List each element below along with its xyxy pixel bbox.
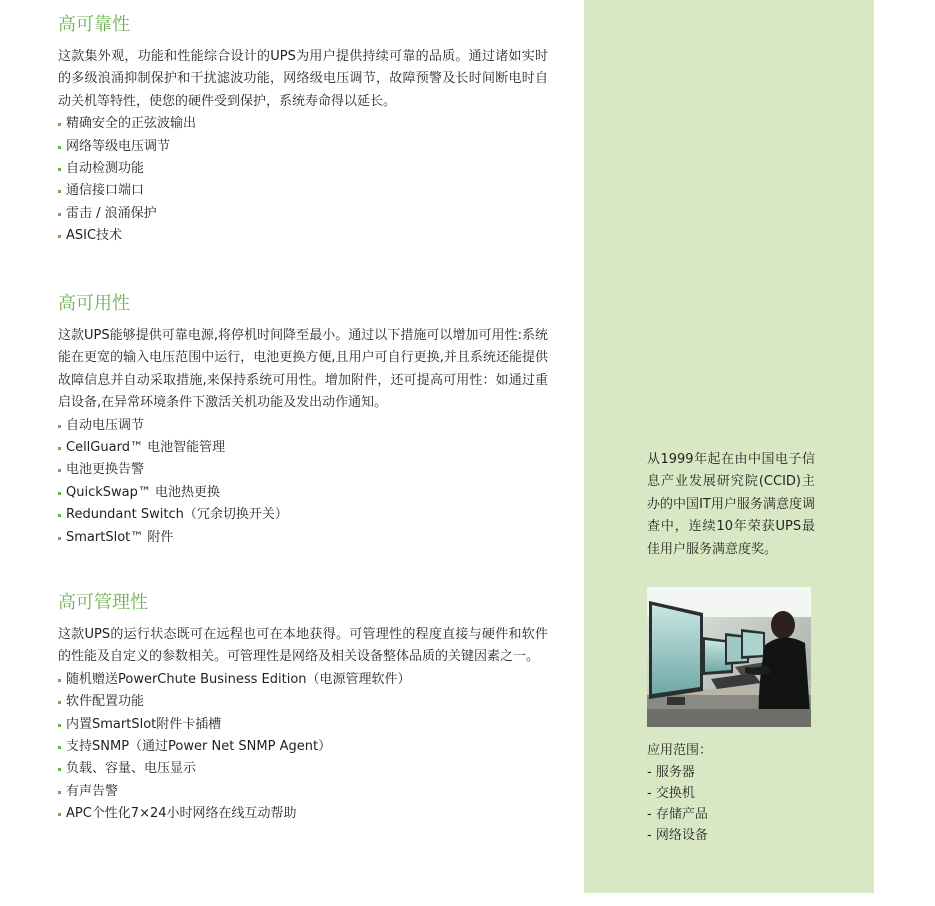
list-item: 网络等级电压调节	[58, 136, 548, 158]
list-item: 有声告警	[58, 781, 548, 803]
list-item: APC个性化7×24小时网络在线互动帮助	[58, 803, 548, 825]
sidebar-panel	[584, 0, 874, 893]
bullet-icon	[58, 813, 61, 816]
bullet-icon	[58, 213, 61, 216]
list-item: 内置SmartSlot附件卡插槽	[58, 714, 548, 736]
bullet-icon	[58, 235, 61, 238]
bullet-icon	[58, 492, 61, 495]
bullet-icon	[58, 123, 61, 126]
applications-list	[647, 762, 847, 846]
list-item: Redundant Switch（冗余切换开关）	[58, 504, 548, 526]
list-item: 支持SNMP（通过Power Net SNMP Agent）	[58, 736, 548, 758]
list-item: QuickSwap™ 电池热更换	[58, 482, 548, 504]
list-item: - 存储产品	[647, 806, 708, 822]
section-paragraph-manageability: 这款UPS的运行状态既可在远程也可在本地获得。可管理性的程度直接与硬件和软件的性能及自定义的参数相关。可管理性是网络及相关设备整体品质的关键因素之一。	[58, 627, 548, 665]
list-item: 负载、容量、电压显示	[58, 758, 548, 780]
section-title-availability: 高可用性	[58, 293, 130, 314]
bullet-list-availability	[58, 415, 548, 549]
section-title-reliability: 高可靠性	[58, 14, 130, 35]
bullet-icon	[58, 768, 61, 771]
list-item: 通信接口端口	[58, 180, 548, 202]
person-at-computers-photo	[647, 587, 811, 727]
section-reliability	[58, 12, 548, 248]
list-item: - 交换机	[647, 785, 695, 801]
section-title-manageability: 高可管理性	[58, 592, 148, 613]
list-item: 自动电压调节	[58, 415, 548, 437]
list-item: 软件配置功能	[58, 691, 548, 713]
bullet-icon	[58, 679, 61, 682]
bullet-icon	[58, 724, 61, 727]
section-paragraph-reliability: 这款集外观，功能和性能综合设计的UPS为用户提供持续可靠的品质。通过诸如实时的多级浪涌抑制保护和干扰滤波功能，网络级电压调节，故障预警及长时间断电时自动关机等特性，使您的硬件受到保护，系统寿命得以延长。	[58, 49, 548, 109]
section-availability	[58, 291, 548, 549]
bullet-icon	[58, 447, 61, 450]
list-item: ASIC技术	[58, 225, 548, 247]
bullet-icon	[58, 469, 61, 472]
bullet-icon	[58, 425, 61, 428]
list-item: 电池更换告警	[58, 459, 548, 481]
bullet-icon	[58, 746, 61, 749]
list-item: 雷击 / 浪涌保护	[58, 203, 548, 225]
list-item: - 服务器	[647, 764, 695, 780]
bullet-icon	[58, 701, 61, 704]
bullet-list-manageability	[58, 669, 548, 826]
list-item: 精确安全的正弦波输出	[58, 113, 548, 135]
bullet-icon	[58, 190, 61, 193]
list-item: - 网络设备	[647, 827, 708, 843]
section-paragraph-availability: 这款UPS能够提供可靠电源,将停机时间降至最小。通过以下措施可以增加可用性:系统能在更宽的输入电压范围中运行，电池更换方便,且用户可自行更换,并且系统还能提供故障信息并自动采取措施,来保持系统可用性。增加附件，还可提高可用性：如通过重启设备,在异常环境条件下激活关机功能及发出动作通知。	[58, 328, 548, 411]
bullet-list-reliability	[58, 113, 548, 247]
list-item: 随机赠送PowerChute Business Edition（电源管理软件）	[58, 669, 548, 691]
applications-title: 应用范围：	[647, 743, 713, 758]
list-item: SmartSlot™ 附件	[58, 527, 548, 549]
bullet-icon	[58, 146, 61, 149]
bullet-icon	[58, 791, 61, 794]
bullet-icon	[58, 168, 61, 171]
applications-block	[647, 741, 847, 846]
list-item: CellGuard™ 电池智能管理	[58, 437, 548, 459]
section-manageability	[58, 590, 548, 826]
list-item: 自动检测功能	[58, 158, 548, 180]
bullet-icon	[58, 514, 61, 517]
bullet-icon	[58, 537, 61, 540]
award-text: 从1999年起在由中国电子信息产业发展研究院(CCID)主办的中国IT用户服务满意度调查中，连续10年荣获UPS最佳用户服务满意度奖。	[647, 452, 815, 557]
